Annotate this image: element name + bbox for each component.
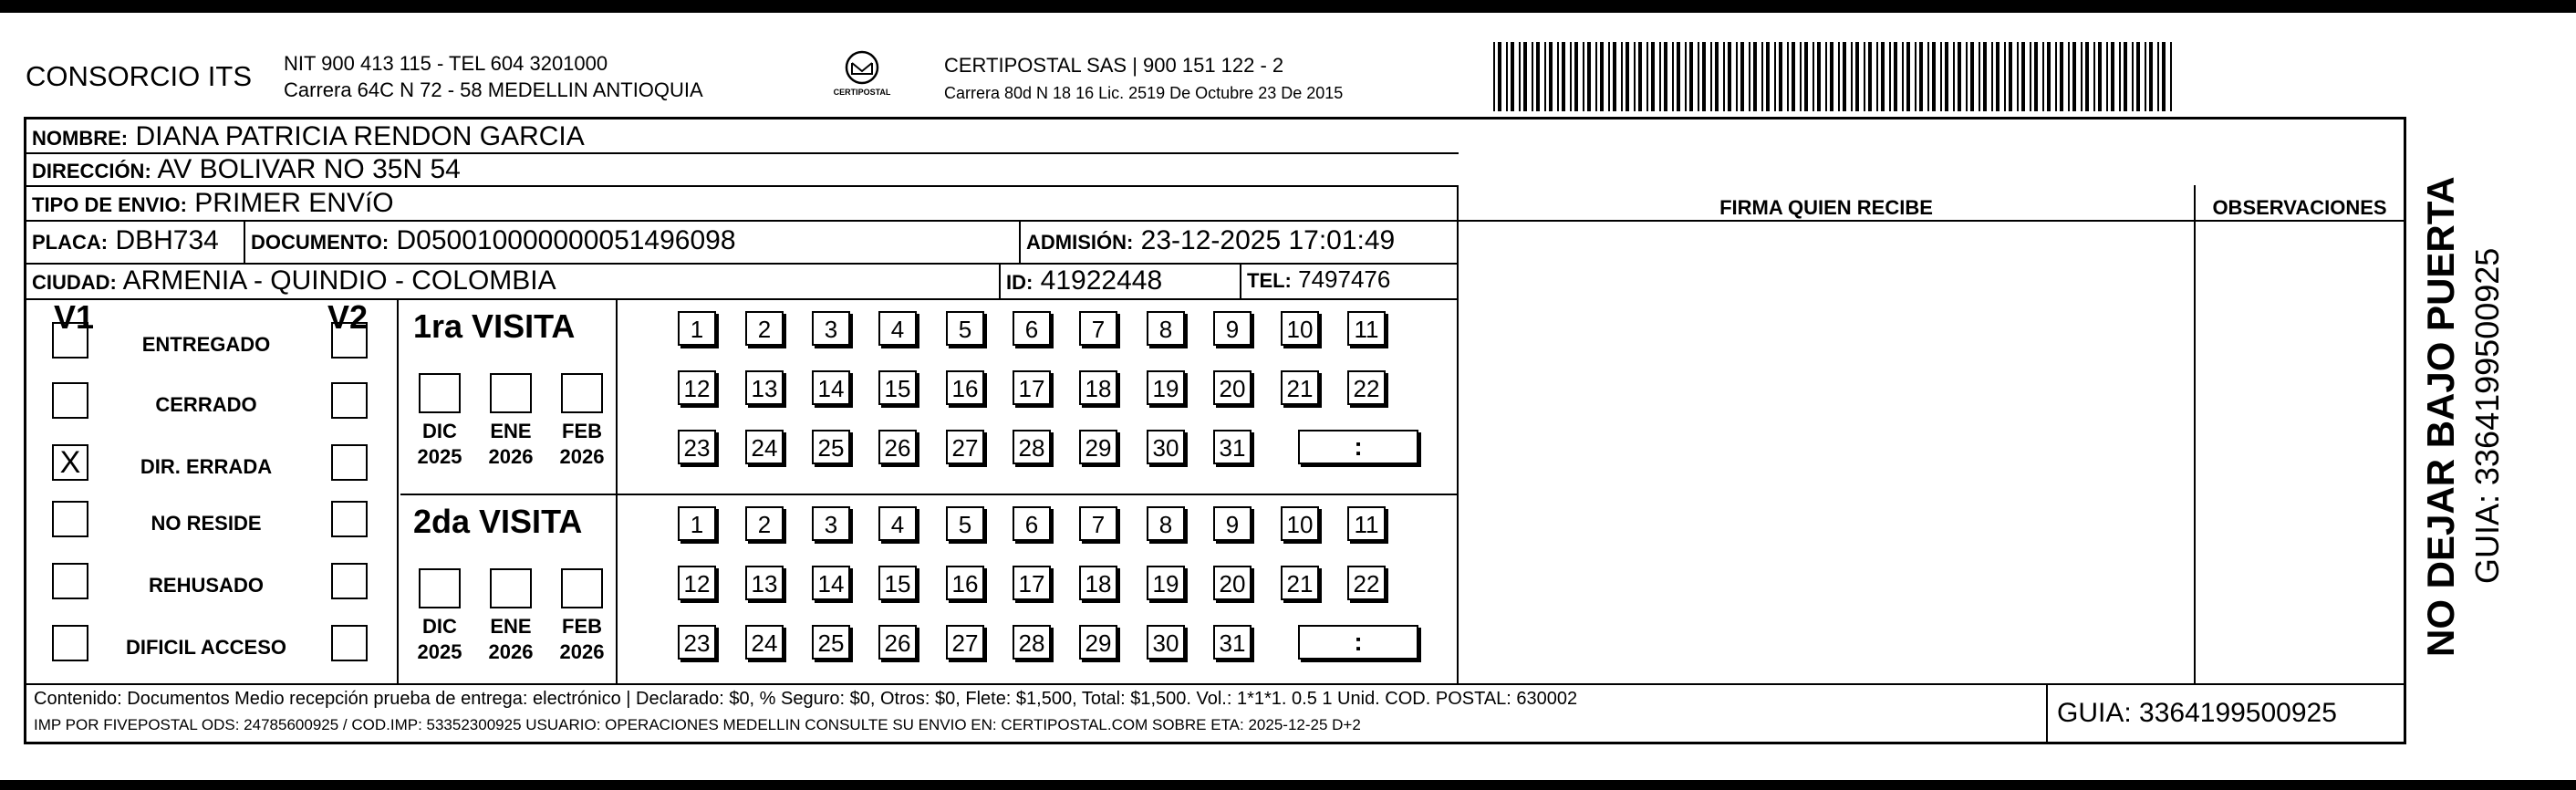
day-checkbox[interactable]: 19 [1147,370,1185,405]
day-checkbox[interactable]: 27 [946,430,984,464]
day-checkbox[interactable]: 13 [745,566,784,600]
day-checkbox[interactable]: 11 [1347,506,1386,541]
footer-content-line: Contenido: Documentos Medio recepción prueba de entrega: electrónico | Declarado: $0, % Seguro: $0, Otros: $0, Flete: $1,500, Total: $1,500. Vol.: 1*1*1. 0.5 1 Unid. COD. POSTAL: 630002 [34,689,1578,709]
ciudad-label: CIUDAD: [32,271,117,294]
day-checkbox[interactable]: 23 [678,430,716,464]
status-label: ENTREGADO [141,333,271,356]
observaciones-header: OBSERVACIONES [2212,196,2387,219]
day-checkbox[interactable]: 22 [1347,370,1386,405]
month-checkbox[interactable] [561,373,603,413]
nombre-row [32,121,585,152]
day-checkbox[interactable]: 12 [678,566,716,600]
month-label: ENE 2026 [488,420,534,468]
direccion-row [32,154,461,185]
delivery-form [24,117,2406,744]
day-checkbox[interactable]: 14 [812,566,850,600]
month-checkbox[interactable] [419,568,461,608]
day-checkbox[interactable]: 1 [678,506,716,541]
day-checkbox[interactable]: 8 [1147,311,1185,346]
certipostal-logo [826,47,898,102]
day-checkbox[interactable]: 17 [1013,566,1051,600]
documento-cell [251,225,736,256]
day-checkbox[interactable]: 29 [1079,625,1117,660]
day-checkbox[interactable]: 10 [1281,506,1319,541]
day-checkbox[interactable]: 15 [878,566,917,600]
v2-checkbox-1[interactable] [331,382,368,419]
day-checkbox[interactable]: 14 [812,370,850,405]
day-checkbox[interactable]: 24 [745,430,784,464]
day-checkbox[interactable]: 13 [745,370,784,405]
company-nit: NIT 900 413 115 - TEL 604 3201000 [284,52,608,75]
side-warning: NO DEJAR BAJO PUERTA [2419,176,2462,657]
id-value: 41922448 [1040,265,1163,296]
v2-header: V2 [327,298,369,336]
status-label: CERRADO [155,393,257,416]
visit-title: 2da VISITA [413,503,583,540]
v2-checkbox-0[interactable] [331,322,368,359]
status-label: NO RESIDE [151,512,262,535]
v1-checkbox-4[interactable] [52,563,88,599]
month-label: ENE 2026 [488,615,534,663]
placa-value: DBH734 [115,225,219,255]
day-checkbox[interactable]: 4 [878,506,917,541]
day-checkbox[interactable]: 6 [1013,506,1051,541]
month-checkbox[interactable] [561,568,603,608]
month-label: FEB 2026 [559,420,605,468]
direccion-value: AV BOLIVAR NO 35N 54 [157,154,461,184]
month-label: DIC 2025 [417,615,462,663]
month-label: DIC 2025 [417,420,462,468]
certipostal-license: Carrera 80d N 18 16 Lic. 2519 De Octubre 23 De 2015 [944,84,1344,102]
tipo-row [32,188,394,219]
shipment-barcode [1493,42,2174,111]
day-checkbox[interactable]: 31 [1213,430,1252,464]
v1-checkbox-0[interactable] [52,322,88,359]
day-checkbox[interactable]: 17 [1013,370,1051,405]
month-checkbox[interactable] [490,373,532,413]
day-checkbox[interactable]: 19 [1147,566,1185,600]
day-checkbox[interactable]: 9 [1213,311,1252,346]
day-checkbox[interactable]: 31 [1213,625,1252,660]
month-checkbox[interactable] [419,373,461,413]
logo-wordmark: CERTIPOSTAL [833,88,891,97]
documento-value: D050010000000051496098 [396,225,736,255]
day-checkbox[interactable]: 23 [678,625,716,660]
day-checkbox[interactable]: 18 [1079,370,1117,405]
id-label: ID: [1006,271,1034,294]
day-checkbox[interactable]: 30 [1147,430,1185,464]
v1-checkbox-5[interactable] [52,625,88,661]
footer-guia: GUIA: 3364199500925 [2057,698,2337,728]
v1-checkbox-1[interactable] [52,382,88,419]
day-checkbox[interactable]: 6 [1013,311,1051,346]
day-checkbox[interactable]: 12 [678,370,716,405]
nombre-label: NOMBRE: [32,127,129,150]
top-border-bar [0,0,2576,13]
v2-checkbox-5[interactable] [331,625,368,661]
v1-checkbox-3[interactable] [52,501,88,537]
admision-value: 23-12-2025 17:01:49 [1140,225,1396,255]
status-label: REHUSADO [149,574,264,597]
v2-checkbox-2[interactable] [331,444,368,481]
nombre-value: DIANA PATRICIA RENDON GARCIA [135,121,585,151]
visit-title: 1ra VISITA [413,307,576,345]
day-checkbox[interactable]: 7 [1079,311,1117,346]
day-checkbox[interactable]: 15 [878,370,917,405]
id-cell [1006,265,1162,296]
v2-checkbox-4[interactable] [331,563,368,599]
firma-header: FIRMA QUIEN RECIBE [1719,196,1933,219]
day-checkbox[interactable]: 18 [1079,566,1117,600]
day-checkbox[interactable]: 2 [745,311,784,346]
day-checkbox[interactable]: 28 [1013,625,1051,660]
certipostal-nit: CERTIPOSTAL SAS | 900 151 122 - 2 [944,54,1284,77]
v2-checkbox-3[interactable] [331,501,368,537]
day-checkbox[interactable]: 24 [745,625,784,660]
placa-label: PLACA: [32,231,109,254]
status-label: DIFICIL ACCESO [125,636,286,659]
status-label: DIR. ERRADA [140,455,273,478]
day-checkbox[interactable]: 22 [1347,566,1386,600]
placa-cell [32,225,219,256]
tel-cell [1247,265,1390,294]
day-checkbox[interactable]: 28 [1013,430,1051,464]
company-name: CONSORCIO ITS [26,60,253,92]
day-checkbox[interactable]: 26 [878,625,917,660]
day-checkbox[interactable]: 16 [946,566,984,600]
day-checkbox[interactable]: 29 [1079,430,1117,464]
day-checkbox[interactable]: 8 [1147,506,1185,541]
ciudad-cell [32,265,556,296]
time-input-box[interactable]: : [1298,625,1418,660]
day-checkbox[interactable]: 2 [745,506,784,541]
ciudad-value: ARMENIA - QUINDIO - COLOMBIA [122,265,556,296]
day-checkbox[interactable]: 9 [1213,506,1252,541]
tel-label: TEL: [1247,269,1292,292]
day-checkbox[interactable]: 21 [1281,566,1319,600]
documento-label: DOCUMENTO: [251,231,390,254]
day-checkbox[interactable]: 3 [812,506,850,541]
day-checkbox[interactable]: 7 [1079,506,1117,541]
day-checkbox[interactable]: 1 [678,311,716,346]
time-input-box[interactable]: : [1298,430,1418,464]
day-checkbox[interactable]: 4 [878,311,917,346]
company-address: Carrera 64C N 72 - 58 MEDELLIN ANTIOQUIA [284,78,703,101]
day-checkbox[interactable]: 26 [878,430,917,464]
day-checkbox[interactable]: 25 [812,625,850,660]
day-checkbox[interactable]: 20 [1213,370,1252,405]
day-checkbox[interactable]: 3 [812,311,850,346]
admision-cell [1026,225,1395,256]
day-checkbox[interactable]: 5 [946,506,984,541]
tipo-label: TIPO DE ENVIO: [32,193,187,216]
day-checkbox[interactable]: 10 [1281,311,1319,346]
month-label: FEB 2026 [559,615,605,663]
bottom-border-bar [0,780,2576,790]
v1-header: V1 [54,298,95,336]
direccion-label: DIRECCIÓN: [32,160,151,182]
tipo-value: PRIMER ENVíO [194,188,394,218]
month-checkbox[interactable] [490,568,532,608]
day-checkbox[interactable]: 27 [946,625,984,660]
day-checkbox[interactable]: 5 [946,311,984,346]
day-checkbox[interactable]: 16 [946,370,984,405]
side-guia: GUIA: 3364199500925 [2468,247,2506,584]
v1-checkbox-2[interactable] [52,444,88,481]
checkmark-x: X [59,445,81,480]
admision-label: ADMISIÓN: [1026,231,1134,254]
tel-value: 7497476 [1298,265,1391,293]
footer-print-line: IMP POR FIVEPOSTAL ODS: 24785600925 / COD.IMP: 53352300925 USUARIO: OPERACIONES MEDELLIN CONSULTE SU ENVIO EN: CERTIPOSTAL.COM SOBRE ETA: 2025-12-25 D+2 [34,716,1361,733]
day-checkbox[interactable]: 30 [1147,625,1185,660]
day-checkbox[interactable]: 11 [1347,311,1386,346]
day-checkbox[interactable]: 20 [1213,566,1252,600]
day-checkbox[interactable]: 25 [812,430,850,464]
day-checkbox[interactable]: 21 [1281,370,1319,405]
